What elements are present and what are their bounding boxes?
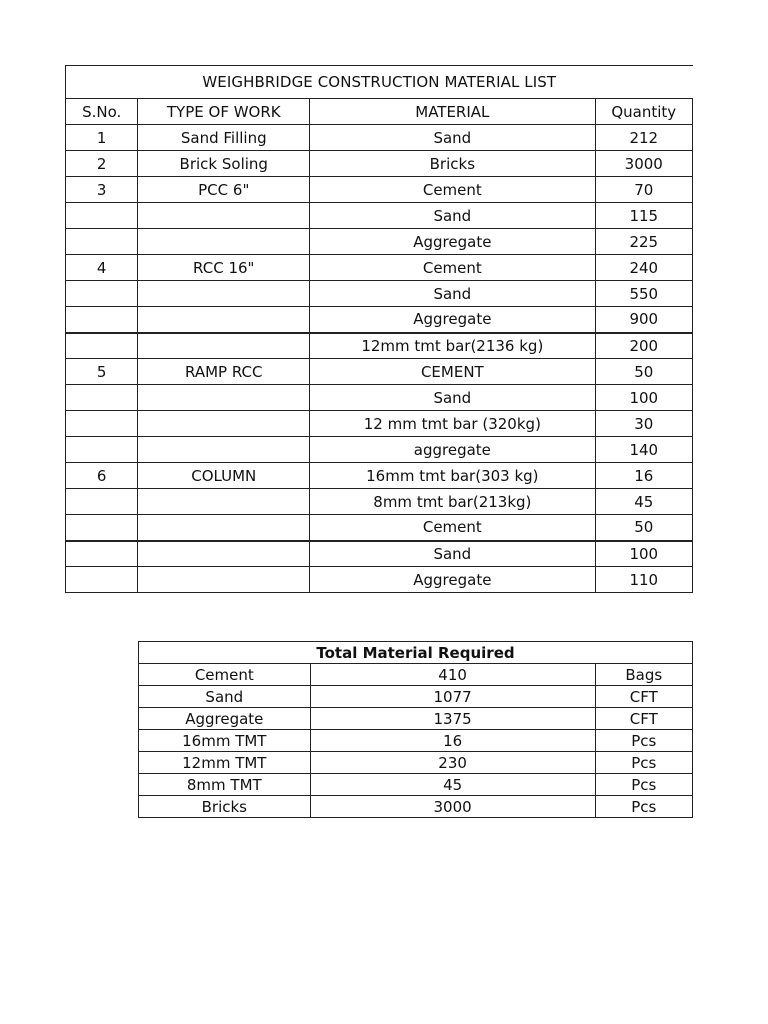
cell-quantity: 50 xyxy=(595,515,692,541)
material-list-body xyxy=(66,66,693,593)
cell-material: Aggregate xyxy=(310,567,595,593)
table-row xyxy=(139,708,693,730)
cell-material: Sand xyxy=(310,281,595,307)
cell-quantity: 16 xyxy=(310,730,595,752)
header-type-of-work: TYPE OF WORK xyxy=(138,99,310,125)
table-title-row xyxy=(66,66,693,99)
cell-quantity: 100 xyxy=(595,385,692,411)
cell-sno: 2 xyxy=(66,151,138,177)
cell-type-of-work xyxy=(138,281,310,307)
cell-quantity: 45 xyxy=(595,489,692,515)
cell-quantity: 140 xyxy=(595,437,692,463)
cell-quantity: 1077 xyxy=(310,686,595,708)
cell-item: Cement xyxy=(139,664,311,686)
cell-material: Bricks xyxy=(310,151,595,177)
cell-unit: Bags xyxy=(595,664,692,686)
table-row xyxy=(139,664,693,686)
cell-sno: 4 xyxy=(66,255,138,281)
material-list-table xyxy=(65,65,693,593)
cell-type-of-work xyxy=(138,541,310,567)
header-quantity: Quantity xyxy=(595,99,692,125)
cell-quantity: 230 xyxy=(310,752,595,774)
table-row xyxy=(66,411,693,437)
cell-type-of-work xyxy=(138,307,310,333)
cell-sno xyxy=(66,437,138,463)
cell-material: Sand xyxy=(310,125,595,151)
cell-sno xyxy=(66,333,138,359)
cell-unit: CFT xyxy=(595,708,692,730)
table-row xyxy=(66,359,693,385)
cell-quantity: 70 xyxy=(595,177,692,203)
table-row xyxy=(66,177,693,203)
cell-type-of-work xyxy=(138,203,310,229)
table-row xyxy=(66,255,693,281)
cell-type-of-work xyxy=(138,385,310,411)
cell-material: 12mm tmt bar(2136 kg) xyxy=(310,333,595,359)
table-row xyxy=(66,567,693,593)
cell-sno xyxy=(66,541,138,567)
cell-quantity: 225 xyxy=(595,229,692,255)
total-title: Total Material Required xyxy=(139,642,693,664)
cell-quantity: 30 xyxy=(595,411,692,437)
cell-type-of-work xyxy=(138,489,310,515)
cell-item: 8mm TMT xyxy=(139,774,311,796)
cell-material: 12 mm tmt bar (320kg) xyxy=(310,411,595,437)
cell-material: Sand xyxy=(310,541,595,567)
cell-quantity: 110 xyxy=(595,567,692,593)
cell-item: 12mm TMT xyxy=(139,752,311,774)
cell-quantity: 45 xyxy=(310,774,595,796)
cell-unit: CFT xyxy=(595,686,692,708)
cell-material: 8mm tmt bar(213kg) xyxy=(310,489,595,515)
table-row xyxy=(66,281,693,307)
cell-sno xyxy=(66,411,138,437)
cell-material: Sand xyxy=(310,203,595,229)
table-row xyxy=(66,385,693,411)
cell-material: Cement xyxy=(310,255,595,281)
table-row xyxy=(66,541,693,567)
cell-type-of-work: Sand Filling xyxy=(138,125,310,151)
table-row xyxy=(139,796,693,818)
table-row xyxy=(66,515,693,541)
cell-quantity: 212 xyxy=(595,125,692,151)
table-row xyxy=(66,333,693,359)
header-material: MATERIAL xyxy=(310,99,595,125)
cell-item: 16mm TMT xyxy=(139,730,311,752)
cell-sno xyxy=(66,385,138,411)
total-material-body xyxy=(139,642,693,818)
cell-quantity: 3000 xyxy=(595,151,692,177)
cell-quantity: 115 xyxy=(595,203,692,229)
cell-type-of-work: Brick Soling xyxy=(138,151,310,177)
cell-quantity: 550 xyxy=(595,281,692,307)
cell-quantity: 100 xyxy=(595,541,692,567)
cell-material: Cement xyxy=(310,177,595,203)
table-row xyxy=(66,151,693,177)
table-row xyxy=(66,125,693,151)
table-row xyxy=(66,463,693,489)
table-row xyxy=(66,229,693,255)
cell-sno xyxy=(66,307,138,333)
cell-sno: 3 xyxy=(66,177,138,203)
cell-quantity: 410 xyxy=(310,664,595,686)
cell-quantity: 1375 xyxy=(310,708,595,730)
header-row xyxy=(66,99,693,125)
cell-sno: 6 xyxy=(66,463,138,489)
cell-material: 16mm tmt bar(303 kg) xyxy=(310,463,595,489)
cell-quantity: 50 xyxy=(595,359,692,385)
cell-item: Bricks xyxy=(139,796,311,818)
table-row xyxy=(66,437,693,463)
cell-material: Aggregate xyxy=(310,229,595,255)
table-title: WEIGHBRIDGE CONSTRUCTION MATERIAL LIST xyxy=(66,66,693,99)
cell-item: Aggregate xyxy=(139,708,311,730)
cell-material: Aggregate xyxy=(310,307,595,333)
cell-quantity: 200 xyxy=(595,333,692,359)
cell-material: CEMENT xyxy=(310,359,595,385)
table-row xyxy=(139,774,693,796)
cell-type-of-work xyxy=(138,515,310,541)
cell-unit: Pcs xyxy=(595,752,692,774)
header-sno: S.No. xyxy=(66,99,138,125)
cell-type-of-work xyxy=(138,333,310,359)
cell-type-of-work xyxy=(138,411,310,437)
cell-type-of-work xyxy=(138,229,310,255)
table-row xyxy=(66,489,693,515)
cell-quantity: 16 xyxy=(595,463,692,489)
table-row xyxy=(66,307,693,333)
table-row xyxy=(139,686,693,708)
cell-sno xyxy=(66,489,138,515)
cell-type-of-work: RCC 16" xyxy=(138,255,310,281)
cell-quantity: 3000 xyxy=(310,796,595,818)
cell-sno xyxy=(66,229,138,255)
cell-sno xyxy=(66,567,138,593)
cell-type-of-work xyxy=(138,567,310,593)
total-title-row xyxy=(139,642,693,664)
cell-type-of-work: RAMP RCC xyxy=(138,359,310,385)
cell-unit: Pcs xyxy=(595,730,692,752)
cell-quantity: 240 xyxy=(595,255,692,281)
cell-material: aggregate xyxy=(310,437,595,463)
cell-sno: 1 xyxy=(66,125,138,151)
cell-unit: Pcs xyxy=(595,796,692,818)
cell-sno: 5 xyxy=(66,359,138,385)
table-row xyxy=(139,752,693,774)
cell-sno xyxy=(66,281,138,307)
cell-quantity: 900 xyxy=(595,307,692,333)
cell-material: Sand xyxy=(310,385,595,411)
cell-type-of-work: PCC 6" xyxy=(138,177,310,203)
cell-unit: Pcs xyxy=(595,774,692,796)
cell-sno xyxy=(66,203,138,229)
table-row xyxy=(66,203,693,229)
cell-material: Cement xyxy=(310,515,595,541)
cell-type-of-work: COLUMN xyxy=(138,463,310,489)
total-material-table xyxy=(138,641,693,818)
cell-item: Sand xyxy=(139,686,311,708)
table-row xyxy=(139,730,693,752)
cell-sno xyxy=(66,515,138,541)
cell-type-of-work xyxy=(138,437,310,463)
